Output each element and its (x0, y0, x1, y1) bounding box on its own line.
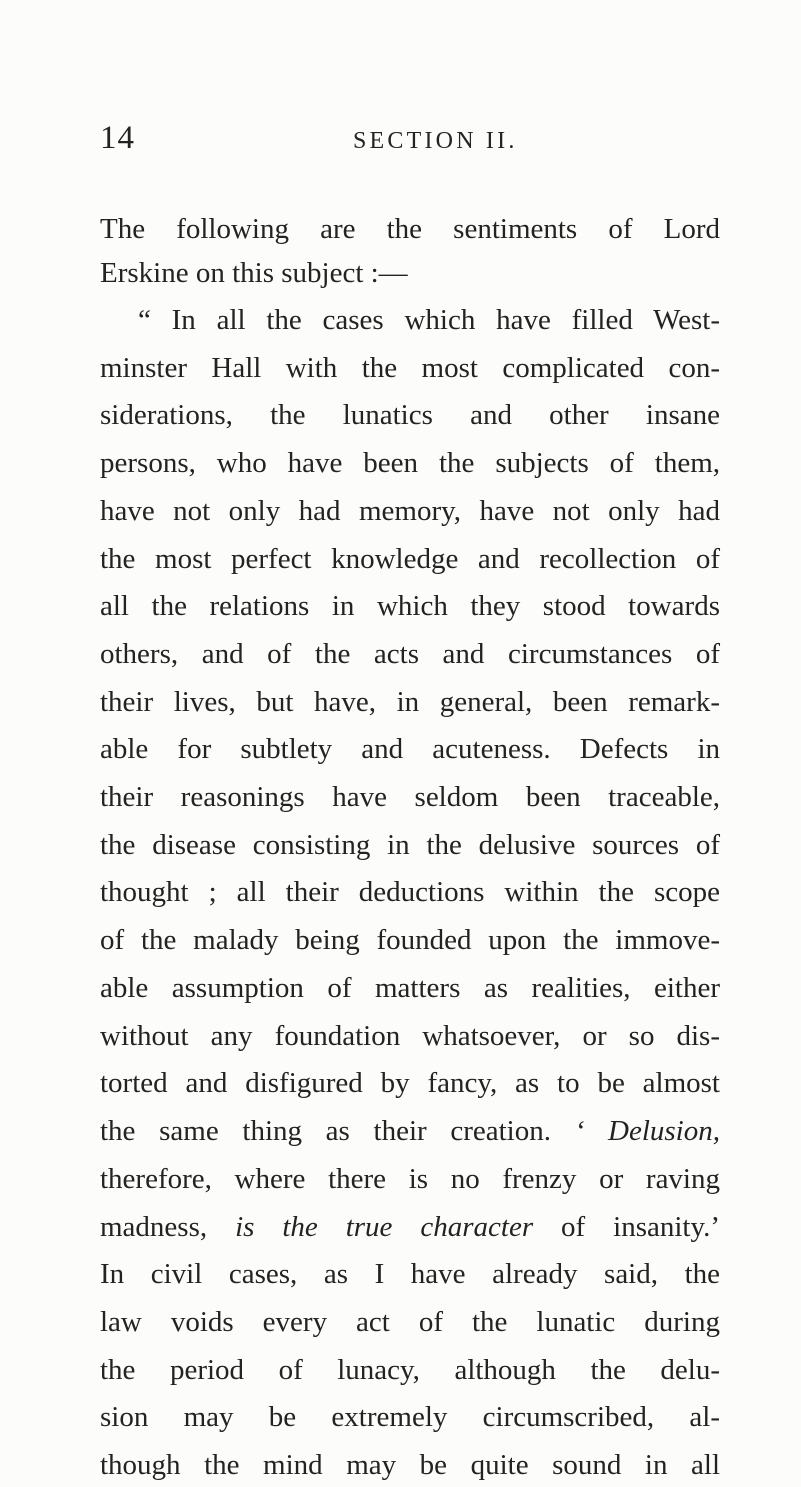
text-line (100, 870, 720, 914)
text-line (100, 966, 720, 1010)
text-line (100, 584, 720, 628)
text-segment: without any foundation whatsoever, or so dis- (100, 1020, 720, 1052)
page-number: 14 (100, 120, 135, 156)
text-segment: of insanity.’ (533, 1211, 720, 1243)
text-segment: thought ; all their deductions within the scope (100, 876, 720, 908)
text-segment: persons, who have been the subjects of them, (100, 447, 720, 479)
text-segment: their lives, but have, in general, been remark- (100, 686, 720, 718)
text-line (100, 1061, 720, 1105)
text-line (100, 1395, 720, 1439)
text-line (100, 1109, 720, 1153)
text-segment: able for subtlety and acuteness. Defects in (100, 733, 720, 765)
text-line (100, 680, 720, 724)
text-segment: the most perfect knowledge and recollection of (100, 543, 720, 575)
text-segment: others, and of the acts and circumstances of (100, 638, 720, 670)
text-line (100, 251, 408, 295)
text-line (100, 489, 720, 533)
text-segment: all the relations in which they stood towards (100, 590, 720, 622)
text-segment: Erskine on this subject :— (100, 257, 408, 289)
text-line (100, 207, 720, 251)
text-line (100, 1348, 720, 1392)
text-line (100, 393, 720, 437)
text-segment: though the mind may be quite sound in all (100, 1449, 720, 1481)
text-segment: therefore, where there is no frenzy or raving (100, 1163, 720, 1195)
text-line (100, 727, 720, 771)
text-line (100, 823, 720, 867)
text-segment: have not only had memory, have not only had (100, 495, 720, 527)
text-segment: the disease consisting in the delusive sources of (100, 829, 720, 861)
text-segment: the period of lunacy, although the delu- (100, 1354, 720, 1386)
text-segment: The following are the sentiments of Lord (100, 213, 720, 245)
text-segment: In civil cases, as I have already said, the (100, 1258, 720, 1290)
text-segment: their reasonings have seldom been traceable, (100, 781, 720, 813)
text-line (100, 775, 720, 819)
text-line (100, 1300, 720, 1344)
text-line (100, 1157, 720, 1201)
text-segment: madness, (100, 1211, 236, 1243)
text-segment: able assumption of matters as realities, either (100, 972, 720, 1004)
text-line (100, 1205, 720, 1249)
text-segment: torted and disfigured by fancy, as to be almost (100, 1067, 720, 1099)
text-line (100, 346, 720, 390)
text-line (100, 918, 720, 962)
text-line (100, 537, 720, 581)
text-segment: “ In all the cases which have filled West- (138, 304, 720, 336)
text-line (100, 441, 720, 485)
italic-text: is the true character (235, 1211, 534, 1243)
text-segment: law voids every act of the lunatic during (100, 1306, 720, 1338)
text-line (100, 1014, 720, 1058)
text-segment: sion may be extremely circumscribed, al- (100, 1401, 720, 1433)
text-line (138, 298, 720, 342)
running-head: SECTION II. (353, 128, 518, 154)
text-line (100, 1443, 720, 1487)
text-segment: of the malady being founded upon the immove- (100, 924, 720, 956)
italic-text: ‘ Delusion, (574, 1115, 720, 1147)
page-header (100, 120, 720, 170)
text-line (100, 1252, 720, 1296)
text-segment: siderations, the lunatics and other insane (100, 399, 720, 431)
text-segment: minster Hall with the most complicated con- (100, 352, 720, 384)
text-line (100, 632, 720, 676)
text-segment: the same thing as their creation. (100, 1115, 575, 1147)
